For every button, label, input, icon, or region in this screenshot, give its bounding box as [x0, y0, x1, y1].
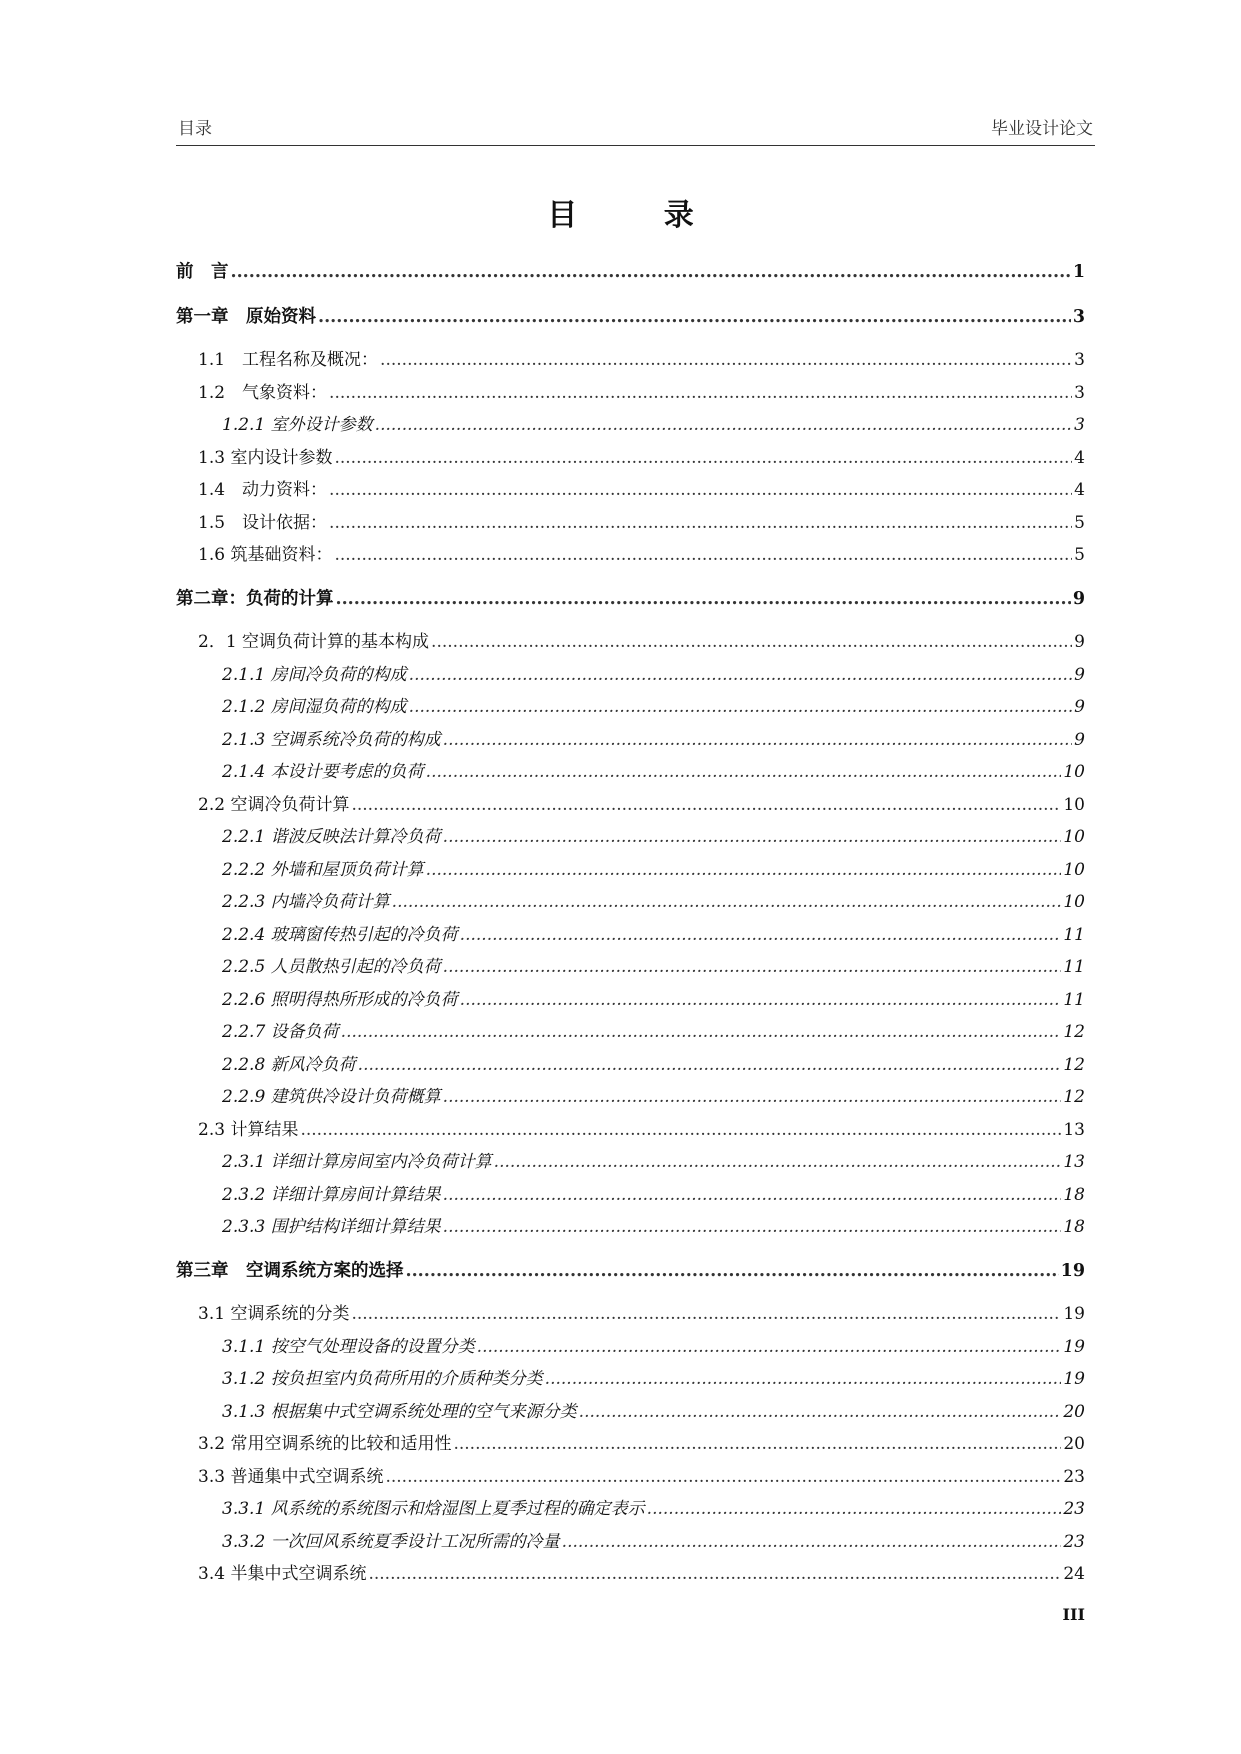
toc-entry-page: 10: [1063, 827, 1085, 847]
toc-entry-label: 2.1.3 空调系统冷负荷的构成: [222, 729, 441, 750]
toc-leader-dots: [647, 1499, 1062, 1519]
header-left-text: 目录: [178, 119, 212, 139]
toc-entry[interactable]: [176, 378, 1085, 411]
toc-leader-dots: [385, 1467, 1061, 1487]
toc-entry-page: 12: [1063, 1022, 1085, 1042]
toc-leader-dots: [351, 1304, 1061, 1324]
toc-leader-dots: [341, 1022, 1062, 1042]
toc-entry-page: 20: [1063, 1434, 1085, 1454]
toc-entry-page: 13: [1063, 1152, 1085, 1172]
toc-entry-label: 2.2.4 玻璃窗传热引起的冷负荷: [222, 924, 458, 945]
toc-entry-label: 1.1 工程名称及概况：: [198, 350, 379, 370]
toc-leader-dots: [375, 415, 1073, 435]
toc-entry-label: 2.2.7 设备负荷: [222, 1022, 339, 1042]
toc-entry[interactable]: [176, 1257, 1085, 1290]
toc-leader-dots: [443, 1217, 1062, 1237]
toc-leader-dots: [443, 827, 1062, 847]
toc-entry[interactable]: [176, 627, 1085, 660]
toc-entry-label: 2.2.3 内墙冷负荷计算: [222, 892, 390, 912]
toc-entry-label: 2．1 空调负荷计算的基本构成: [198, 632, 430, 652]
toc-entry[interactable]: [176, 660, 1085, 693]
toc-entry-page: 19: [1060, 1260, 1085, 1281]
toc-leader-dots: [460, 925, 1062, 945]
page-header: [176, 117, 1095, 146]
toc-entry[interactable]: [176, 410, 1085, 443]
toc-leader-dots: [443, 730, 1073, 750]
toc-entry[interactable]: [176, 1180, 1085, 1213]
toc-entry-page: 10: [1063, 859, 1085, 880]
toc-entry-page: 23: [1063, 1499, 1085, 1519]
toc-entry-label: 第一章 原始资料: [176, 306, 316, 327]
toc-entry-page: 11: [1063, 989, 1085, 1010]
toc-entry-page: 18: [1063, 1184, 1085, 1205]
toc-entry-label: 1.4 动力资料：: [198, 480, 328, 500]
toc-entry[interactable]: [176, 443, 1085, 476]
toc-entry-page: 24: [1063, 1564, 1085, 1584]
toc-entry[interactable]: [176, 790, 1085, 823]
toc-entry-page: 11: [1063, 957, 1085, 977]
toc-entry[interactable]: [176, 1147, 1085, 1180]
toc-leader-dots: [443, 1185, 1062, 1205]
toc-leader-dots: [409, 697, 1073, 717]
toc-entry[interactable]: [176, 1364, 1085, 1397]
toc-entry[interactable]: [176, 1332, 1085, 1365]
toc-entry-label: 2.2.2 外墙和屋顶负荷计算: [222, 859, 424, 880]
toc-entry-label: 3.3 普通集中式空调系统: [198, 1466, 384, 1487]
toc-leader-dots: [231, 262, 1071, 282]
toc-entry[interactable]: [176, 1494, 1085, 1527]
toc-entry[interactable]: [176, 1082, 1085, 1115]
toc-entry-page: 5: [1074, 545, 1085, 565]
toc-entry[interactable]: [176, 855, 1085, 888]
toc-entry-label: 2.1.2 房间湿负荷的构成: [222, 697, 407, 717]
toc-leader-dots: [545, 1369, 1062, 1389]
toc-entry[interactable]: [176, 1115, 1085, 1148]
toc-entry-label: 前 言: [176, 262, 229, 282]
toc-entry-page: 9: [1074, 729, 1085, 750]
toc-entry[interactable]: [176, 508, 1085, 541]
toc-entry-page: 19: [1063, 1336, 1085, 1357]
toc-entry-label: 第三章 空调系统方案的选择: [176, 1260, 404, 1281]
page-number: III: [1062, 1605, 1085, 1624]
toc-entry-label: 2.2.8 新风冷负荷: [222, 1054, 356, 1075]
toc-entry-label: 3.3.1 风系统的系统图示和焓湿图上夏季过程的确定表示: [222, 1499, 645, 1519]
toc-entry-page: 9: [1074, 632, 1085, 652]
toc-entry-label: 3.1 空调系统的分类: [198, 1304, 350, 1324]
toc-entry-label: 3.1.3 根据集中式空调系统处理的空气来源分类: [222, 1401, 577, 1422]
toc-entry-page: 10: [1063, 762, 1085, 782]
toc-entry[interactable]: [176, 1397, 1085, 1430]
toc-entry[interactable]: [176, 952, 1085, 985]
toc-entry[interactable]: [176, 345, 1085, 378]
toc-entry-label: 2.2.1 谐波反映法计算冷负荷: [222, 827, 441, 847]
toc-leader-dots: [426, 860, 1062, 880]
toc-entry-label: 第二章：负荷的计算: [176, 588, 334, 609]
toc-entry-page: 1: [1072, 262, 1085, 282]
toc-entry-page: 3: [1072, 306, 1085, 327]
toc-entry-label: 1.2.1 室外设计参数: [222, 415, 373, 435]
toc-entry-label: 1.5 设计依据：: [198, 512, 328, 533]
toc-entry-label: 1.3 室内设计参数: [198, 447, 333, 468]
toc-leader-dots: [318, 307, 1071, 327]
toc-leader-dots: [392, 892, 1062, 912]
toc-entry-label: 2.2.5 人员散热引起的冷负荷: [222, 957, 441, 977]
toc-leader-dots: [329, 513, 1072, 533]
toc-entry-page: 12: [1063, 1054, 1085, 1075]
table-of-contents: [176, 258, 1085, 1592]
toc-entry-page: 23: [1063, 1466, 1085, 1487]
toc-leader-dots: [579, 1402, 1062, 1422]
toc-entry[interactable]: [176, 1462, 1085, 1495]
toc-entry-label: 3.1.1 按空气处理设备的设置分类: [222, 1336, 475, 1357]
toc-leader-dots: [336, 589, 1071, 609]
toc-leader-dots: [368, 1564, 1061, 1584]
toc-entry-label: 3.4 半集中式空调系统: [198, 1564, 367, 1584]
toc-leader-dots: [380, 350, 1072, 370]
toc-leader-dots: [494, 1152, 1062, 1172]
toc-leader-dots: [334, 448, 1072, 468]
toc-entry-page: 3: [1074, 382, 1085, 403]
toc-entry-label: 1.6 筑基础资料：: [198, 545, 333, 565]
toc-entry-page: 13: [1063, 1119, 1085, 1140]
toc-entry-label: 2.3.1 详细计算房间室内冷负荷计算: [222, 1152, 492, 1172]
toc-entry[interactable]: [176, 887, 1085, 920]
toc-entry-page: 10: [1063, 794, 1085, 815]
toc-entry[interactable]: [176, 585, 1085, 618]
toc-leader-dots: [443, 957, 1062, 977]
toc-entry-page: 19: [1063, 1304, 1085, 1324]
toc-entry[interactable]: [176, 1299, 1085, 1332]
toc-entry[interactable]: [176, 1429, 1085, 1462]
toc-entry-label: 2.3.3 围护结构详细计算结果: [222, 1217, 441, 1237]
toc-leader-dots: [426, 762, 1062, 782]
toc-entry-label: 3.3.2 一次回风系统夏季设计工况所需的冷量: [222, 1531, 560, 1552]
toc-entry-page: 11: [1063, 924, 1085, 945]
toc-leader-dots: [334, 545, 1072, 565]
toc-entry-page: 9: [1074, 664, 1085, 685]
toc-leader-dots: [443, 1087, 1062, 1107]
toc-entry-page: 10: [1063, 892, 1085, 912]
toc-entry-page: 19: [1063, 1369, 1085, 1389]
toc-entry-label: 2.2.6 照明得热所形成的冷负荷: [222, 989, 458, 1010]
toc-entry-page: 4: [1074, 480, 1085, 500]
toc-entry-page: 23: [1063, 1531, 1085, 1552]
toc-entry[interactable]: [176, 725, 1085, 758]
toc-leader-dots: [562, 1532, 1062, 1552]
toc-leader-dots: [300, 1120, 1061, 1140]
toc-leader-dots: [477, 1337, 1062, 1357]
toc-entry[interactable]: [176, 1559, 1085, 1592]
toc-entry-label: 2.3.2 详细计算房间计算结果: [222, 1184, 441, 1205]
toc-leader-dots: [460, 990, 1062, 1010]
toc-entry-page: 4: [1074, 447, 1085, 468]
page-title: 目 录: [547, 198, 732, 233]
toc-leader-dots: [453, 1434, 1061, 1454]
toc-leader-dots: [406, 1261, 1059, 1281]
toc-entry-label: 2.2 空调冷负荷计算: [198, 794, 350, 815]
toc-entry-label: 2.2.9 建筑供冷设计负荷概算: [222, 1087, 441, 1107]
toc-entry[interactable]: [176, 303, 1085, 336]
toc-entry[interactable]: [176, 1212, 1085, 1245]
toc-entry-label: 2.1.1 房间冷负荷的构成: [222, 664, 407, 685]
toc-entry-page: 12: [1063, 1087, 1085, 1107]
toc-entry[interactable]: [176, 822, 1085, 855]
toc-entry[interactable]: [176, 692, 1085, 725]
header-right-text: 毕业设计论文: [991, 119, 1093, 139]
toc-entry-page: 5: [1074, 512, 1085, 533]
toc-entry[interactable]: [176, 1527, 1085, 1560]
toc-entry-label: 2.1.4 本设计要考虑的负荷: [222, 762, 424, 782]
toc-entry-page: 3: [1074, 350, 1085, 370]
toc-leader-dots: [329, 480, 1072, 500]
toc-entry[interactable]: [176, 475, 1085, 508]
toc-leader-dots: [409, 665, 1073, 685]
toc-entry[interactable]: [176, 985, 1085, 1018]
toc-entry[interactable]: [176, 540, 1085, 573]
toc-entry-label: 3.1.2 按负担室内负荷所用的介质种类分类: [222, 1369, 543, 1389]
toc-entry-page: 20: [1063, 1401, 1085, 1422]
toc-entry-page: 9: [1072, 588, 1085, 609]
toc-leader-dots: [351, 795, 1061, 815]
toc-entry-label: 1.2 气象资料：: [198, 382, 328, 403]
toc-leader-dots: [358, 1055, 1062, 1075]
toc-entry[interactable]: [176, 757, 1085, 790]
toc-entry[interactable]: [176, 1017, 1085, 1050]
toc-entry[interactable]: [176, 258, 1085, 291]
toc-entry[interactable]: [176, 1050, 1085, 1083]
toc-entry-page: 9: [1074, 697, 1085, 717]
toc-leader-dots: [329, 383, 1072, 403]
toc-entry-label: 2.3 计算结果: [198, 1119, 299, 1140]
toc-entry-label: 3.2 常用空调系统的比较和适用性: [198, 1434, 452, 1454]
toc-entry-page: 3: [1074, 415, 1085, 435]
toc-entry-page: 18: [1063, 1217, 1085, 1237]
toc-entry[interactable]: [176, 920, 1085, 953]
toc-leader-dots: [431, 632, 1072, 652]
